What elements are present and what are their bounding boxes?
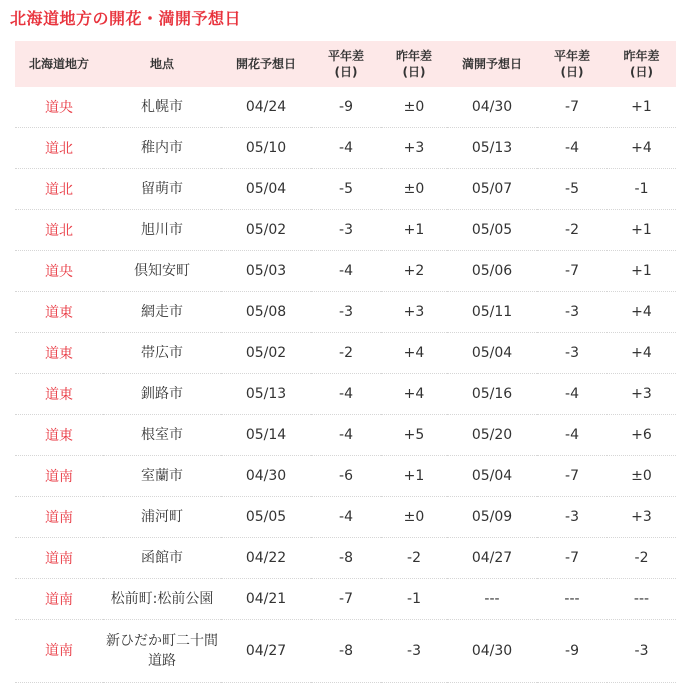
header-location: 地点 bbox=[103, 41, 221, 87]
full-normal-diff-cell: -7 bbox=[537, 251, 607, 292]
full-normal-diff-cell: -3 bbox=[537, 333, 607, 374]
region-cell: 道東 bbox=[15, 292, 103, 333]
full-lastyear-diff-cell: +4 bbox=[607, 292, 676, 333]
bloom-lastyear-diff-cell: ±0 bbox=[381, 497, 447, 538]
bloom-lastyear-diff-cell: +1 bbox=[381, 210, 447, 251]
full-bloom-date-cell: 04/30 bbox=[447, 87, 537, 128]
header-bloom-date: 開花予想日 bbox=[221, 41, 311, 87]
region-cell: 道南 bbox=[15, 620, 103, 683]
header-full-bloom-date: 満開予想日 bbox=[447, 41, 537, 87]
full-bloom-date-cell: 04/27 bbox=[447, 538, 537, 579]
bloom-normal-diff-cell: -4 bbox=[311, 497, 381, 538]
full-lastyear-diff-cell: +6 bbox=[607, 415, 676, 456]
bloom-normal-diff-cell: -8 bbox=[311, 620, 381, 683]
location-cell: 稚内市 bbox=[103, 128, 221, 169]
full-normal-diff-cell: -5 bbox=[537, 169, 607, 210]
full-bloom-date-cell: 05/16 bbox=[447, 374, 537, 415]
bloom-normal-diff-cell: -4 bbox=[311, 415, 381, 456]
bloom-lastyear-diff-cell: +3 bbox=[381, 128, 447, 169]
region-cell: 道北 bbox=[15, 169, 103, 210]
bloom-date-cell: 04/27 bbox=[221, 620, 311, 683]
full-normal-diff-cell: -3 bbox=[537, 497, 607, 538]
header-bloom-lastyear-diff: 昨年差 (日) bbox=[381, 41, 447, 87]
full-bloom-date-cell: 05/04 bbox=[447, 456, 537, 497]
full-lastyear-diff-cell: +4 bbox=[607, 128, 676, 169]
location-cell: 室蘭市 bbox=[103, 456, 221, 497]
bloom-date-cell: 05/14 bbox=[221, 415, 311, 456]
table-row bbox=[15, 497, 676, 538]
bloom-normal-diff-cell: -4 bbox=[311, 374, 381, 415]
table-row bbox=[15, 87, 676, 128]
full-lastyear-diff-cell: -2 bbox=[607, 538, 676, 579]
location-cell: 留萌市 bbox=[103, 169, 221, 210]
region-cell: 道東 bbox=[15, 415, 103, 456]
table-row bbox=[15, 620, 676, 683]
full-bloom-date-cell: --- bbox=[447, 579, 537, 620]
full-lastyear-diff-cell: +3 bbox=[607, 497, 676, 538]
bloom-normal-diff-cell: -4 bbox=[311, 251, 381, 292]
table-row bbox=[15, 128, 676, 169]
location-cell: 網走市 bbox=[103, 292, 221, 333]
region-cell: 道東 bbox=[15, 374, 103, 415]
bloom-lastyear-diff-cell: +5 bbox=[381, 415, 447, 456]
full-normal-diff-cell: --- bbox=[537, 579, 607, 620]
page-title: 北海道地方の開花・満開予想日 bbox=[10, 9, 242, 28]
full-bloom-date-cell: 04/30 bbox=[447, 620, 537, 683]
bloom-lastyear-diff-cell: -1 bbox=[381, 579, 447, 620]
full-lastyear-diff-cell: -3 bbox=[607, 620, 676, 683]
bloom-date-cell: 05/08 bbox=[221, 292, 311, 333]
full-normal-diff-cell: -9 bbox=[537, 620, 607, 683]
region-cell: 道南 bbox=[15, 579, 103, 620]
location-cell: 帯広市 bbox=[103, 333, 221, 374]
region-cell: 道南 bbox=[15, 538, 103, 579]
table-row bbox=[15, 579, 676, 620]
full-lastyear-diff-cell: +4 bbox=[607, 333, 676, 374]
table-row bbox=[15, 456, 676, 497]
full-bloom-date-cell: 05/11 bbox=[447, 292, 537, 333]
bloom-date-cell: 05/04 bbox=[221, 169, 311, 210]
full-normal-diff-cell: -4 bbox=[537, 415, 607, 456]
region-cell: 道央 bbox=[15, 251, 103, 292]
full-normal-diff-cell: -3 bbox=[537, 292, 607, 333]
table-row bbox=[15, 538, 676, 579]
table-row bbox=[15, 374, 676, 415]
table-row bbox=[15, 169, 676, 210]
region-cell: 道北 bbox=[15, 210, 103, 251]
full-lastyear-diff-cell: +1 bbox=[607, 251, 676, 292]
location-cell: 旭川市 bbox=[103, 210, 221, 251]
location-cell: 根室市 bbox=[103, 415, 221, 456]
table-row bbox=[15, 333, 676, 374]
location-cell: 釧路市 bbox=[103, 374, 221, 415]
full-bloom-date-cell: 05/09 bbox=[447, 497, 537, 538]
full-bloom-date-cell: 05/06 bbox=[447, 251, 537, 292]
bloom-lastyear-diff-cell: ±0 bbox=[381, 87, 447, 128]
bloom-lastyear-diff-cell: +1 bbox=[381, 456, 447, 497]
bloom-date-cell: 05/05 bbox=[221, 497, 311, 538]
full-lastyear-diff-cell: --- bbox=[607, 579, 676, 620]
full-lastyear-diff-cell: +1 bbox=[607, 210, 676, 251]
bloom-date-cell: 04/22 bbox=[221, 538, 311, 579]
full-bloom-date-cell: 05/13 bbox=[447, 128, 537, 169]
table-row bbox=[15, 251, 676, 292]
full-lastyear-diff-cell: -1 bbox=[607, 169, 676, 210]
region-cell: 道央 bbox=[15, 87, 103, 128]
bloom-date-cell: 05/10 bbox=[221, 128, 311, 169]
location-cell: 函館市 bbox=[103, 538, 221, 579]
header-full-lastyear-diff: 昨年差 (日) bbox=[607, 41, 676, 87]
bloom-date-cell: 05/02 bbox=[221, 333, 311, 374]
header-full-normal-diff: 平年差 (日) bbox=[537, 41, 607, 87]
region-cell: 道東 bbox=[15, 333, 103, 374]
full-normal-diff-cell: -4 bbox=[537, 374, 607, 415]
table-row bbox=[15, 292, 676, 333]
full-bloom-date-cell: 05/04 bbox=[447, 333, 537, 374]
full-bloom-date-cell: 05/20 bbox=[447, 415, 537, 456]
bloom-normal-diff-cell: -4 bbox=[311, 128, 381, 169]
bloom-lastyear-diff-cell: ±0 bbox=[381, 169, 447, 210]
bloom-lastyear-diff-cell: +2 bbox=[381, 251, 447, 292]
bloom-normal-diff-cell: -6 bbox=[311, 456, 381, 497]
location-cell: 新ひだか町二十間 道路 bbox=[103, 620, 221, 683]
full-normal-diff-cell: -7 bbox=[537, 538, 607, 579]
bloom-normal-diff-cell: -3 bbox=[311, 210, 381, 251]
bloom-date-cell: 04/24 bbox=[221, 87, 311, 128]
full-normal-diff-cell: -7 bbox=[537, 87, 607, 128]
region-cell: 道北 bbox=[15, 128, 103, 169]
bloom-normal-diff-cell: -9 bbox=[311, 87, 381, 128]
location-cell: 松前町:松前公園 bbox=[103, 579, 221, 620]
bloom-normal-diff-cell: -2 bbox=[311, 333, 381, 374]
header-region: 北海道地方 bbox=[15, 41, 103, 87]
bloom-lastyear-diff-cell: +4 bbox=[381, 374, 447, 415]
location-cell: 浦河町 bbox=[103, 497, 221, 538]
bloom-lastyear-diff-cell: +4 bbox=[381, 333, 447, 374]
bloom-normal-diff-cell: -5 bbox=[311, 169, 381, 210]
table-row bbox=[15, 210, 676, 251]
full-normal-diff-cell: -7 bbox=[537, 456, 607, 497]
table-header-row bbox=[15, 41, 676, 87]
full-lastyear-diff-cell: ±0 bbox=[607, 456, 676, 497]
full-lastyear-diff-cell: +3 bbox=[607, 374, 676, 415]
bloom-lastyear-diff-cell: +3 bbox=[381, 292, 447, 333]
bloom-date-cell: 04/30 bbox=[221, 456, 311, 497]
bloom-lastyear-diff-cell: -3 bbox=[381, 620, 447, 683]
bloom-normal-diff-cell: -8 bbox=[311, 538, 381, 579]
table-row bbox=[15, 415, 676, 456]
full-bloom-date-cell: 05/07 bbox=[447, 169, 537, 210]
bloom-date-cell: 05/02 bbox=[221, 210, 311, 251]
region-cell: 道南 bbox=[15, 497, 103, 538]
header-bloom-normal-diff: 平年差 (日) bbox=[311, 41, 381, 87]
bloom-date-cell: 05/03 bbox=[221, 251, 311, 292]
bloom-normal-diff-cell: -3 bbox=[311, 292, 381, 333]
bloom-normal-diff-cell: -7 bbox=[311, 579, 381, 620]
full-normal-diff-cell: -2 bbox=[537, 210, 607, 251]
location-cell: 倶知安町 bbox=[103, 251, 221, 292]
bloom-date-cell: 05/13 bbox=[221, 374, 311, 415]
region-cell: 道南 bbox=[15, 456, 103, 497]
bloom-date-cell: 04/21 bbox=[221, 579, 311, 620]
bloom-lastyear-diff-cell: -2 bbox=[381, 538, 447, 579]
forecast-table bbox=[15, 41, 676, 683]
full-lastyear-diff-cell: +1 bbox=[607, 87, 676, 128]
full-normal-diff-cell: -4 bbox=[537, 128, 607, 169]
full-bloom-date-cell: 05/05 bbox=[447, 210, 537, 251]
location-cell: 札幌市 bbox=[103, 87, 221, 128]
